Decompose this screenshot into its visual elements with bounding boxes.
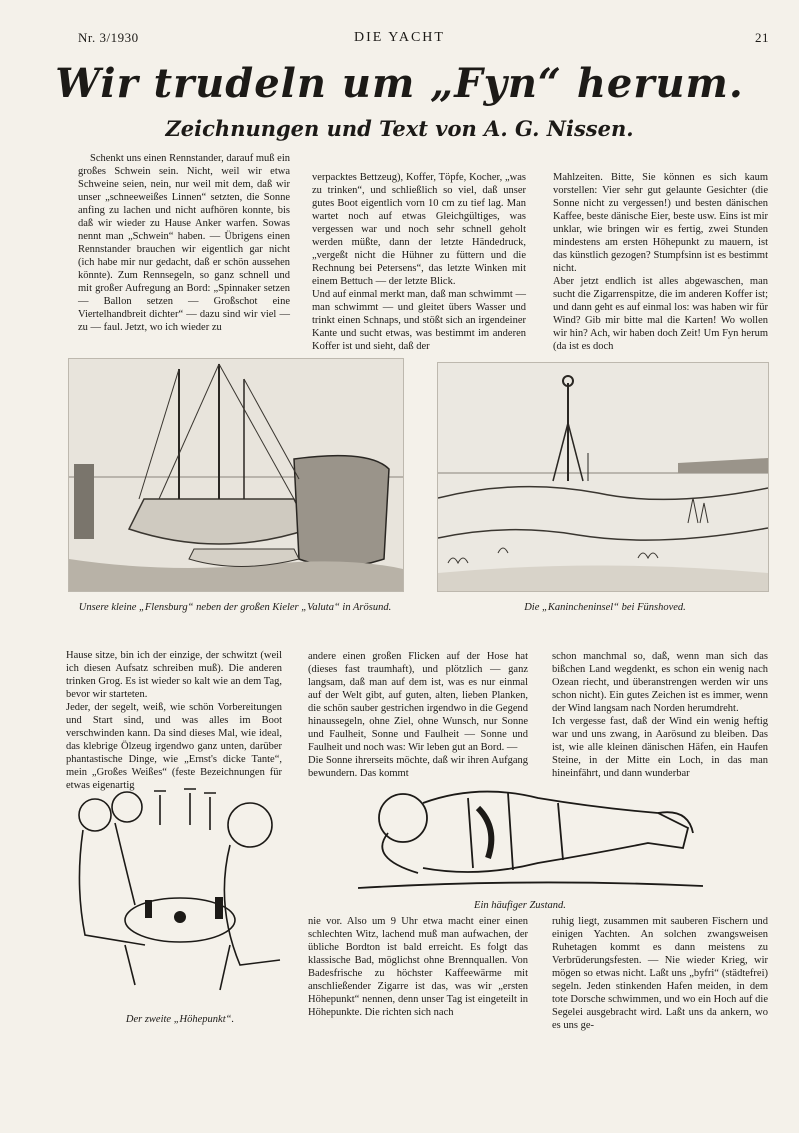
caption-right-photo: Die „Kanincheninsel“ bei Fünshoved. bbox=[524, 602, 686, 613]
party-sketch bbox=[65, 785, 283, 1010]
paragraph: andere einen großen Flicken auf der Hose hat (dieses fast traumhaft), und plötzlich — ganz langsam, daß man auf dem ist, was es nur einmal auf der Welt gibt, auf guten, alten, lieben Planken, die schön sauber gestrichen irgendwo in die Gegend hinaussegeln, ohne Ziel, ohne Wunsch, nur Sonne und Faulheit, Sonne und Faulheit — Sonne und Faulheit und noch was: Wir leben gut an Bord. — Die Sonne ihrerseits möchte, daß wir ihren Aufgang bewundern. Das kommt bbox=[308, 651, 528, 779]
paragraph: ruhig liegt, zusammen mit sauberen Fischern und einigen Yachten. An solchen zwangsweisen Ruhetagen kommt es dann meistens zu Verbrüderungsfesten. — Nie wieder Krieg, wir mögen so etwas nicht. Laßt uns „byfri“ (städtefrei) segeln. Jeden stinkenden Hafen meiden, in dem tote Dorsche schwimmen, und wo ein Hoch auf die Segelei ausgebracht wird. Laßt uns da ankern, wo es uns ge- bbox=[552, 916, 768, 1031]
text-column-top-3 bbox=[553, 158, 768, 352]
text-column-mid-1 bbox=[66, 636, 282, 791]
caption-sleeper-sketch: Ein häufiger Zustand. bbox=[474, 900, 566, 911]
paragraph: nie vor. Also um 9 Uhr etwa macht einer einen schlechten Witz, lachend muß man aufwachen, der übliche Bordton ist bald erreicht. Es folgt das klassische Bad, möglichst ohne Brennquallen. Von Badesfrische zu höchster Kaffeewärme mit anschließender Zigarre ist das, was wir „ersten Höhepunkt“ nennen, denn unser Tag ist eingeteilt in Höhepunkte. Die richten sich nach bbox=[308, 916, 528, 1018]
text-column-bottom-2 bbox=[552, 915, 768, 1030]
article-subtitle: Zeichnungen und Text von A. G. Nissen. bbox=[165, 116, 634, 141]
issue-number: Nr. 3/1930 bbox=[78, 30, 139, 45]
paragraph: Schenkt uns einen Rennstander, darauf muß ein großes Schwein sein. Nicht, weil wir etwa Schweine seien, nein, nur weil mit dem, daß wir unser „schneeweißes Linnen“ setzten, die Sonne anfing zu lachen und nicht aufhören konnte, bis daß wir wieder zu Hause Anker warfen. Sowas nennt man „Schwein“ haben. — Übrigens einen Rennstander brauchen wir eigentlich gar nicht (ich habe mir nur gedacht, daß er schön aussehen könnte). Zum Rennsegeln, so ganz schnell und mit großer Aufregung an Bord: „Spinnaker setzen — Ballon setzen — Großschot eine Viertelhandbreit dichter“ — dazu sind wir viel — zu — faul. Jetzt, wo ich wieder zu bbox=[78, 153, 290, 333]
caption-party-sketch: Der zweite „Höhepunkt“. bbox=[125, 1014, 235, 1025]
rabbit-island-illustration bbox=[437, 362, 769, 592]
text-column-bottom-1 bbox=[308, 915, 528, 1030]
paragraph: verpacktes Bettzeug), Koffer, Töpfe, Kocher, „was zu trinken“, und schließlich so viel, daß unser gutes Boot eigentlich vorn 10 cm zu tief lag. Man wartet noch auf etwas Gleichgültiges, was vergessen war und noch sehr schnell geholt werden müßte, dann der letzte Händedruck, „vergeßt nicht die Hühner zu füttern und die Rechnung bei Petersens“, das letzte Winken mit einem Bettuch — der letzte Blick. Und auf einmal merkt man, daß man schwimmt — man schwimmt — und gleitet übers Wasser und trinkt einen Schnaps, und stößt sich an irgendeiner Kante und sucht etwas, was bestimmt im anderen Koffer ist und sieht, daß der bbox=[312, 172, 526, 352]
paragraph: Mahlzeiten. Bitte, Sie können es sich kaum vorstellen: Vier sehr gut gelaunte Gesichter (die Sonne nicht zu vergessen!) und besten dänischen Kaffee, beste dänische Eier, beste usw. Eins ist mir unklar, wie bringen wir es fertig, zwei Stunden mindestens am ersten Höhepunkt zu mauern, ist das künstlich gezogen? Stumpfsinn ist es bestimmt nicht. Aber jetzt endlich ist alles abgewaschen, man sucht die Zigarrenspitze, die im anderen Koffer ist; und dann geht es auf einmal los: was haben wir für Wind? Gib mir bitte mal die Karten! Wo wollen wir hin? Ach, wir haben doch Zeit! Um Fyn herum (da ist es doch bbox=[553, 172, 768, 352]
text-column-mid-2 bbox=[308, 637, 528, 777]
text-column-mid-3 bbox=[552, 637, 768, 777]
magazine-name: DIE YACHT bbox=[354, 30, 445, 45]
text-column-top-2 bbox=[312, 158, 526, 352]
sleeping-man-sketch bbox=[358, 778, 703, 896]
paragraph: schon manchmal so, daß, wenn man sich das bißchen Land wegdenkt, es schon ein wenig nach Ozean riecht, und überanstrengen werden wir uns schon nicht). Ein gutes Zeichen ist es immer, wenn der Wind langsam nach Norden herumdreht. Ich vergesse fast, daß der Wind ein wenig heftig war und uns zwang, in Aarösund zu bleiben. Das ist, wie alle kleinen dänischen Häfen, ein Haufen Steine, in der Mitte ein Loch, in das man hineinfährt, und dann wunderbar bbox=[552, 651, 768, 779]
text-column-top-1 bbox=[78, 152, 290, 342]
page-number: 21 bbox=[755, 30, 769, 45]
caption-left-photo: Unsere kleine „Flensburg“ neben der großen Kieler „Valuta“ in Arösund. bbox=[78, 602, 392, 613]
article-title: Wir trudeln um „Fyn“ herum. bbox=[55, 60, 744, 107]
harbor-boats-illustration bbox=[68, 358, 404, 592]
paragraph: Hause sitze, bin ich der einzige, der schwitzt (weil ich diesen Aufsatz schreiben muß). Die anderen trinken Grog. Es ist wieder so kalt wie an dem Tag, bevor wir starteten. Jeder, der segelt, weiß, wie schön Vorbereitungen und Start sind, und was alles im Boot verschwinden kann. Da sind dieses Mal, wie ideal, das klebrige Ölzeug irgendwo ganz unten, darüber phantastische Dinge, wie „Ernst's dicke Tante“, mein „Großes Weißes“ (feste Bezeichnungen für etwas eigenartig bbox=[66, 650, 282, 791]
